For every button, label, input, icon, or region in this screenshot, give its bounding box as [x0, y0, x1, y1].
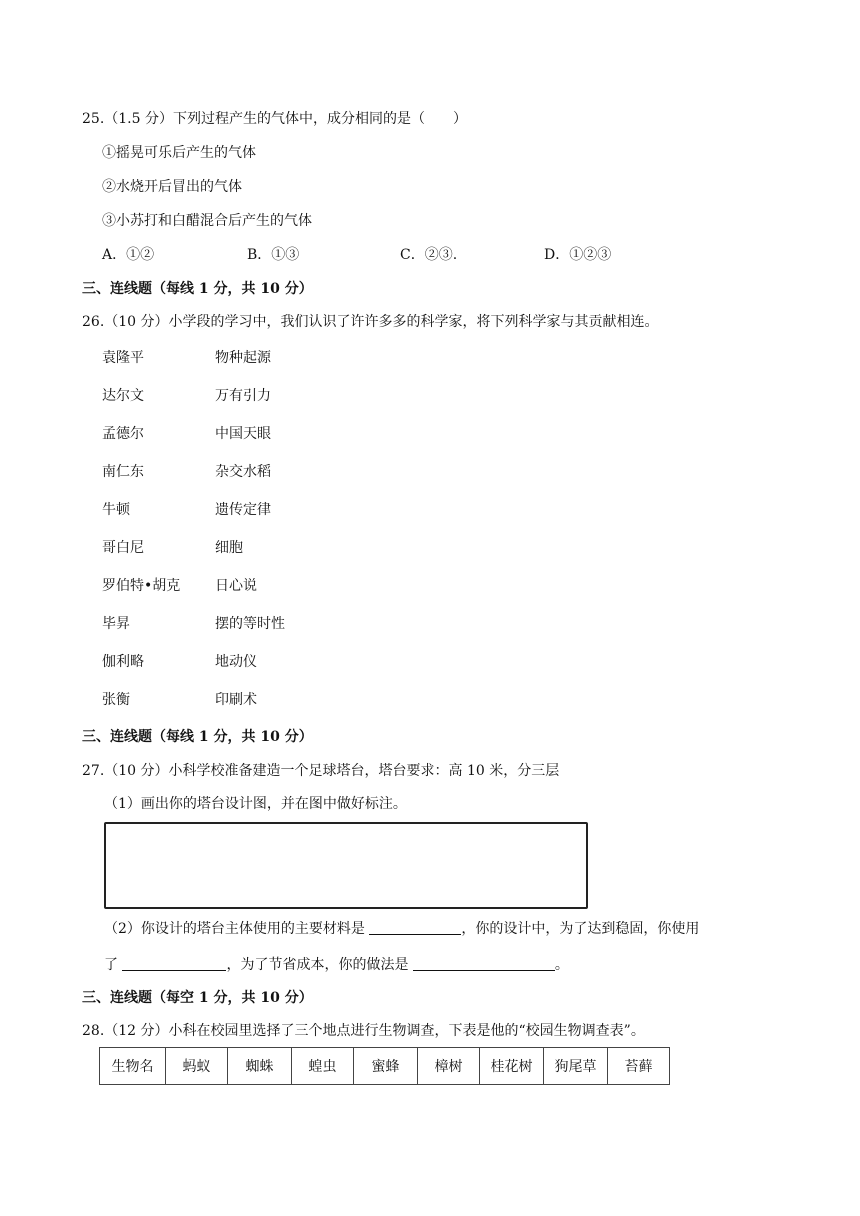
- table-header-cell: 蚂蚁: [166, 1048, 228, 1085]
- table-header-row: [100, 1048, 670, 1085]
- scientist-name[interactable]: 达尔文: [102, 388, 144, 404]
- section-heading: 三、连线题（每线 1 分，共 10 分）: [82, 729, 313, 745]
- table-header-cell: 樟树: [418, 1048, 480, 1085]
- q27-part1: （1）画出你的塔台设计图，并在图中做好标注。: [104, 796, 407, 812]
- scientist-name[interactable]: 袁隆平: [102, 350, 144, 366]
- contribution-item[interactable]: 日心说: [215, 578, 257, 594]
- scientist-name[interactable]: 罗伯特•胡克: [102, 578, 181, 594]
- table-header-cell: 生物名: [100, 1048, 166, 1085]
- q27-part2-text-d: ，为了节省成本，你的做法是: [226, 957, 413, 973]
- q27-part2-text-a: （2）你设计的塔台主体使用的主要材料是: [104, 921, 370, 937]
- contribution-item[interactable]: 万有引力: [215, 388, 271, 404]
- answer-blank-material[interactable]: [369, 920, 461, 935]
- q27-stem: 27.（10 分）小科学校准备建造一个足球塔台，塔台要求：高 10 米，分三层: [82, 763, 560, 779]
- contribution-item[interactable]: 杂交水稻: [215, 464, 271, 480]
- drawing-area[interactable]: [104, 822, 588, 909]
- scientist-name[interactable]: 毕昇: [102, 616, 130, 632]
- q27-part2-line2: [104, 956, 569, 974]
- section-heading: 三、连线题（每空 1 分，共 10 分）: [82, 990, 313, 1006]
- q25-option-d: D．①②③: [544, 247, 612, 263]
- q25-option-c: C．②③.: [400, 247, 458, 263]
- contribution-item[interactable]: 细胞: [215, 540, 243, 556]
- answer-blank-stability[interactable]: [122, 956, 226, 971]
- q25-item-2: ②水烧开后冒出的气体: [102, 179, 242, 195]
- answer-blank-cost[interactable]: [413, 956, 555, 971]
- scientist-name[interactable]: 伽利略: [102, 654, 144, 670]
- table-header-cell: 桂花树: [480, 1048, 544, 1085]
- contribution-item[interactable]: 摆的等时性: [215, 616, 285, 632]
- q27-part2-text-e: 。: [554, 957, 569, 973]
- scientist-name[interactable]: 孟德尔: [102, 426, 144, 442]
- contribution-item[interactable]: 印刷术: [215, 692, 257, 708]
- scientist-name[interactable]: 南仁东: [102, 464, 144, 480]
- table-header-cell: 蜘蛛: [228, 1048, 292, 1085]
- q27-part2-text-c: 了: [104, 957, 123, 973]
- table-header-cell: 苔藓: [608, 1048, 670, 1085]
- q25-item-3: ③小苏打和白醋混合后产生的气体: [102, 213, 312, 229]
- q26-stem: 26.（10 分）小学段的学习中，我们认识了许许多多的科学家，将下列科学家与其贡献相连。: [82, 314, 659, 330]
- contribution-item[interactable]: 中国天眼: [215, 426, 271, 442]
- survey-table: [99, 1047, 670, 1085]
- q27-part2-line1: [104, 920, 699, 938]
- contribution-item[interactable]: 地动仪: [215, 654, 257, 670]
- contribution-item[interactable]: 遗传定律: [215, 502, 271, 518]
- q27-part2-text-b: ，你的设计中，为了达到稳固，你使用: [461, 921, 700, 937]
- q28-stem: 28.（12 分）小科在校园里选择了三个地点进行生物调查，下表是他的“校园生物调查表”。: [82, 1023, 645, 1039]
- table-header-cell: 蜜蜂: [354, 1048, 418, 1085]
- table-header-cell: 蝗虫: [292, 1048, 354, 1085]
- q25-option-a: A．①②: [102, 247, 155, 263]
- scientist-name[interactable]: 哥白尼: [102, 540, 144, 556]
- contribution-item[interactable]: 物种起源: [215, 350, 271, 366]
- section-heading: 三、连线题（每线 1 分，共 10 分）: [82, 281, 313, 297]
- q25-option-b: B．①③: [247, 247, 300, 263]
- q25-item-1: ①摇晃可乐后产生的气体: [102, 145, 256, 161]
- table-header-cell: 狗尾草: [544, 1048, 608, 1085]
- q25-stem: 25.（1.5 分）下列过程产生的气体中，成分相同的是（ ）: [82, 111, 467, 127]
- scientist-name[interactable]: 张衡: [102, 692, 130, 708]
- scientist-name[interactable]: 牛顿: [102, 502, 130, 518]
